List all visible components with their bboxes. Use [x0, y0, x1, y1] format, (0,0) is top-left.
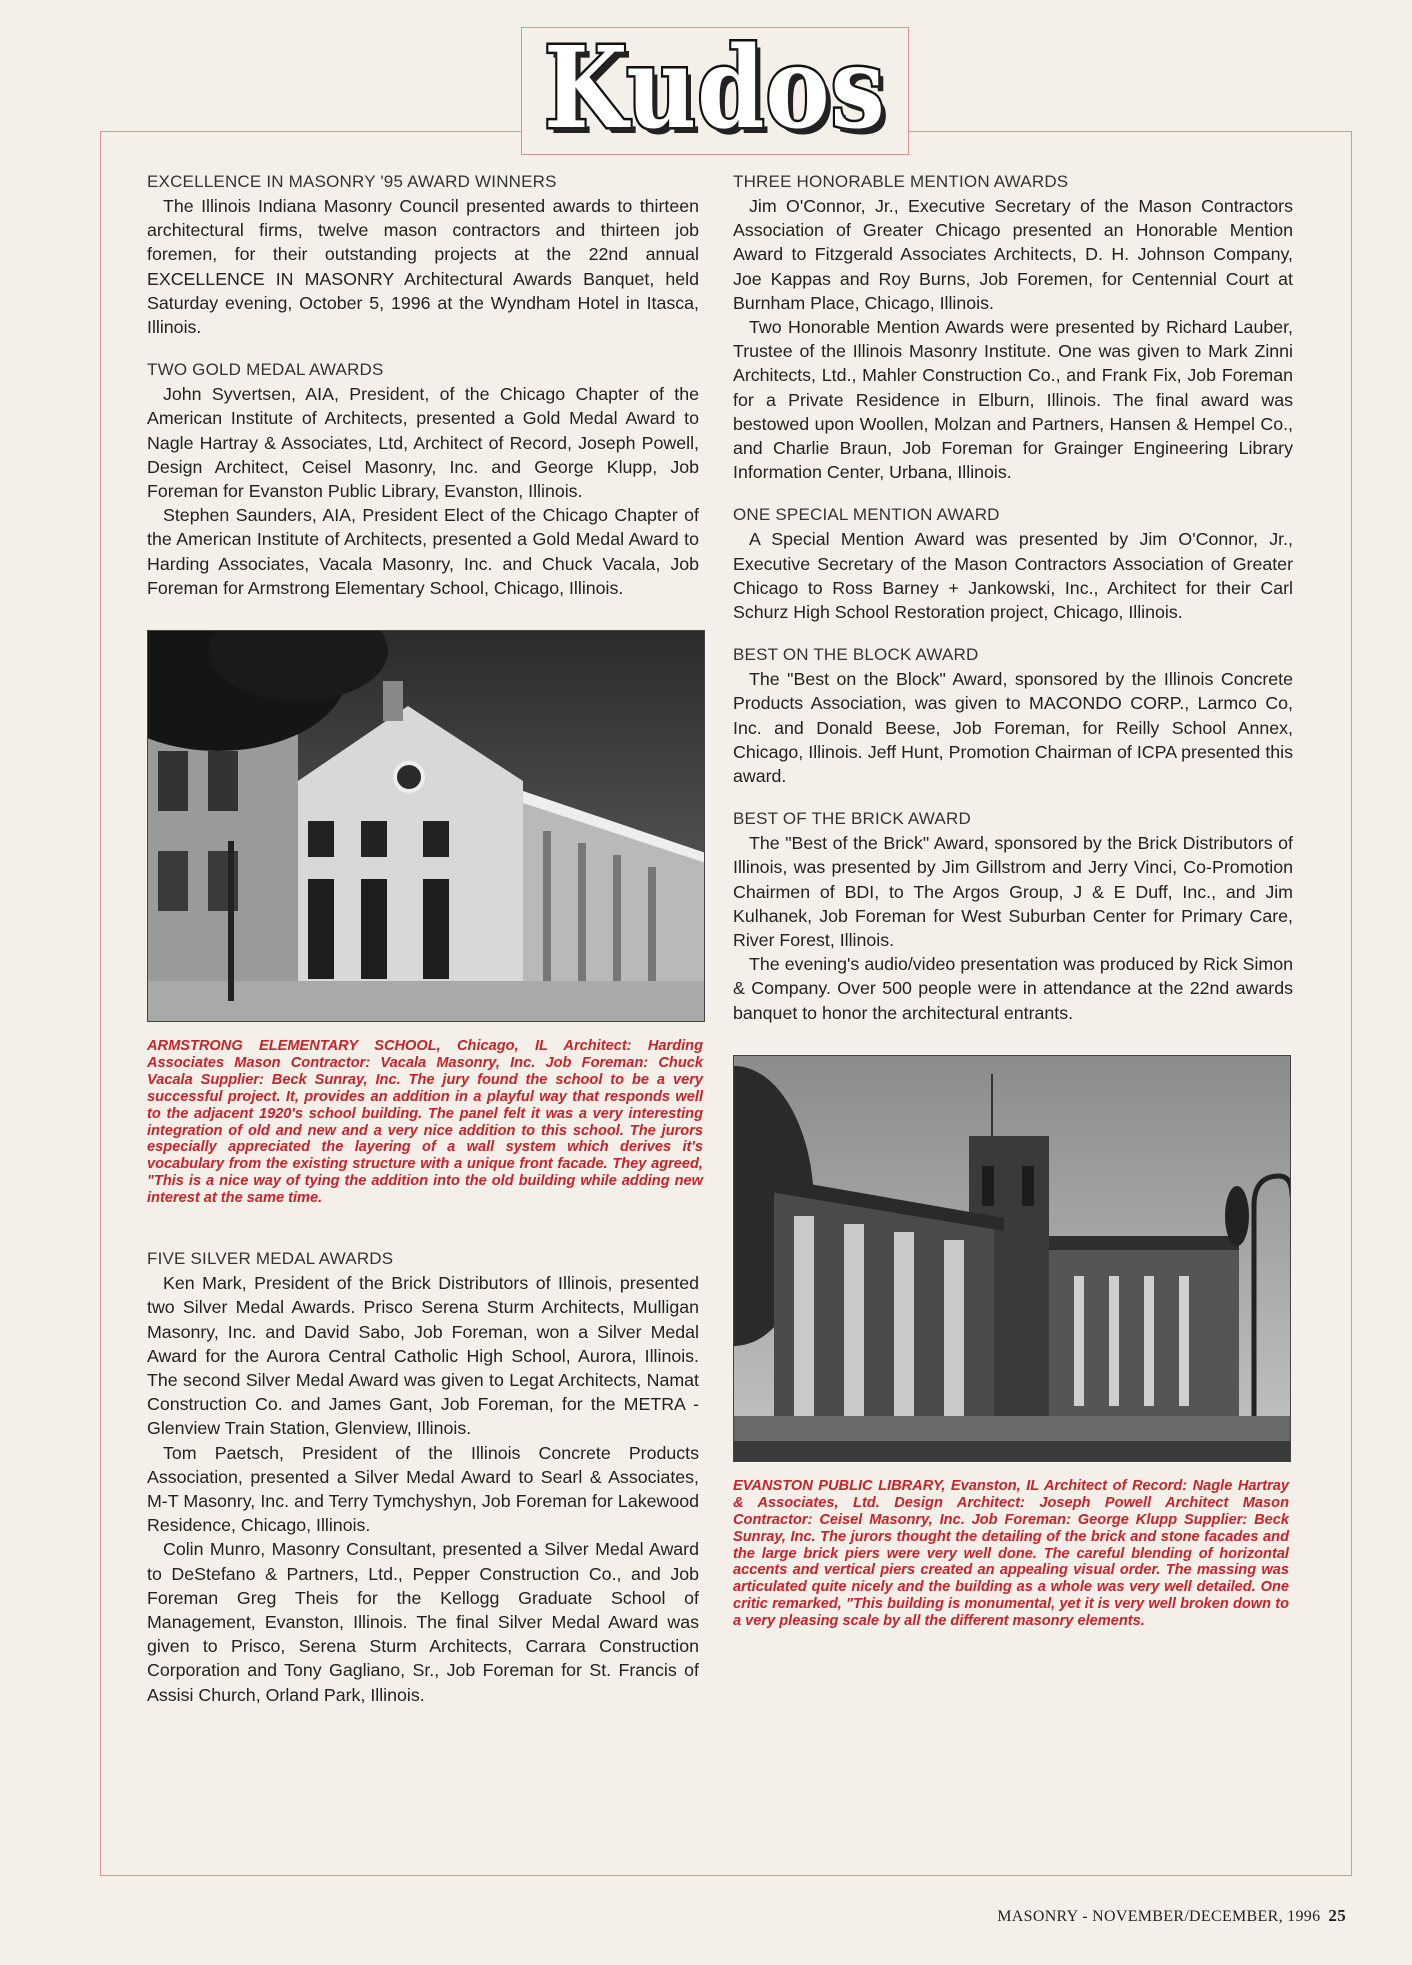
paragraph: The "Best of the Brick" Award, sponsored by the Brick Distributors of Illinois, was presented by Jim Gillstrom and Jerry Vinci, Co-Promotion Chairmen of BDI, to The Argos Group, J & E Duff, Inc., and Jim Kulhanek, Job Foreman for West Suburban Center for Primary Care, River Forest, Illinois.	[733, 833, 1293, 951]
photo-caption: ARMSTRONG ELEMENTARY SCHOOL, Chicago, IL Architect: Harding Associates Mason Contractor: Vacala Masonry, Inc. Job Foreman: Chuck Vacala Supplier: Beck Sunray, Inc. The jury found the school to be a very successful project. It, provides an addition in a playful way that responds well to the adjacent 1920's school building. The panel felt it was a very interesting integration of old and new and a very nice addition to this school. The jurors especially appreciated the layering of a wall system which derives it's vocabulary from the existing structure with a unique front facade. They agreed, "This is a nice way of tying the addition into the old building while adding new interest at the same time.	[147, 1038, 703, 1207]
paragraph: The evening's audio/video presentation was produced by Rick Simon & Company. Over 500 people were in attendance at the 22nd awards banquet to honor the architectural entrants.	[733, 954, 1293, 1023]
paragraph: John Syvertsen, AIA, President, of the Chicago Chapter of the American Institute of Architects, presented a Gold Medal Award to Nagle Hartray & Associates, Ltd, Architect of Record, Joseph Powell, Design Architect, Ceisel Masonry, Inc. and George Klupp, Job Foreman for Evanston Public Library, Evanston, Illinois.	[147, 384, 699, 502]
left-column	[147, 170, 703, 1707]
publication-name: MASONRY - NOVEMBER/DECEMBER, 1996	[997, 1908, 1321, 1925]
section-heading: FIVE SILVER MEDAL AWARDS	[147, 1249, 394, 1269]
section-heading: ONE SPECIAL MENTION AWARD	[733, 505, 1000, 525]
section-heading: EXCELLENCE IN MASONRY '95 AWARD WINNERS	[147, 172, 557, 191]
evanston-library-photo	[733, 1055, 1291, 1462]
paragraph: Stephen Saunders, AIA, President Elect of the Chicago Chapter of the American Institute of Architects, presented a Gold Medal Award to Harding Associates, Vacala Masonry, Inc. and Chuck Vacala, Job Foreman for Armstrong Elementary School, Chicago, Illinois.	[147, 505, 699, 598]
masthead	[521, 23, 909, 155]
section-heading: TWO GOLD MEDAL AWARDS	[147, 360, 384, 380]
paragraph: Colin Munro, Masonry Consultant, presented a Silver Medal Award to DeStefano & Partners, Ltd., Pepper Construction Co., and Job Foreman Greg Theis for the Kellogg Graduate School of Management, Evanston, Illinois. The final Silver Medal Award was given to Prisco, Serena Sturm Architects, Carrara Construction Corporation and Tony Gagliano, Sr., Job Foreman for St. Francis of Assisi Church, Orland Park, Illinois.	[147, 1539, 699, 1705]
paragraph: Jim O'Connor, Jr., Executive Secretary of the Mason Contractors Association of Greater Chicago presented an Honorable Mention Award to Fitzgerald Associates Architects, D. H. Johnson Company, Joe Kappas and Roy Burns, Job Foremen, for Centennial Court at Burnham Place, Chicago, Illinois.	[733, 196, 1293, 313]
paragraph: The "Best on the Block" Award, sponsored by the Illinois Concrete Products Association, was given to MACONDO CORP., Larmco Co, Inc. and Donald Beese, Job Foreman, for Reilly School Annex, Chicago, Illinois. Jeff Hunt, Promotion Chairman of ICPA presented this award.	[733, 669, 1293, 787]
section-heading: THREE HONORABLE MENTION AWARDS	[733, 172, 1069, 191]
section-heading: BEST ON THE BLOCK AWARD	[733, 645, 979, 665]
right-column	[733, 170, 1293, 1630]
page-number: 25	[1328, 1906, 1346, 1925]
paragraph: Tom Paetsch, President of the Illinois Concrete Products Association, presented a Silver Medal Award to Searl & Associates, M-T Masonry, Inc. and Terry Tymchyshyn, Job Foreman for Lakewood Residence, Chicago, Illinois.	[147, 1442, 699, 1536]
paragraph: Two Honorable Mention Awards were presented by Richard Lauber, Trustee of the Illinois Masonry Institute. One was given to Mark Zinni Architects, Ltd., Mahler Construction Co., and Frank Fix, Job Foreman for a Private Residence in Elburn, Illinois. The final award was bestowed upon Woollen, Molzan and Partners, Hansen & Hempel Co., and Charlie Braun, Job Foreman for Grainger Engineering Library Information Center, Urbana, Illinois.	[733, 317, 1293, 483]
masthead-title: Kudos	[544, 23, 886, 154]
paragraph: A Special Mention Award was presented by Jim O'Connor, Jr., Executive Secretary of the Mason Contractors Association of Greater Chicago to Ross Barney + Jankowski, Inc., Architect for their Carl Schurz High School Restoration project, Chicago, Illinois.	[733, 529, 1293, 623]
page-footer	[997, 1906, 1346, 1926]
paragraph: Ken Mark, President of the Brick Distributors of Illinois, presented two Silver Medal Awards. Prisco Serena Sturm Architects, Mulligan Masonry, Inc. and David Sabo, Job Foreman, won a Silver Medal Award for the Aurora Central Catholic High School, Aurora, Illinois. The second Silver Medal Award was given to Legat Architects, Namat Construction Co. and James Gant, Job Foreman, for the METRA - Glenview Train Station, Glenview, Illinois.	[147, 1273, 699, 1439]
section-heading: BEST OF THE BRICK AWARD	[733, 809, 971, 829]
photo-caption: EVANSTON PUBLIC LIBRARY, Evanston, IL Architect of Record: Nagle Hartray & Associates, Ltd. Design Architect: Joseph Powell Architect Mason Contractor: Ceisel Masonry, Inc. Job Foreman: George Klupp Supplier: Beck Sunray, Inc. The jurors thought the detailing of the brick and stone facades and the large brick piers were very well done. The careful blending of horizontal accents and vertical piers created an appealing visual order. The massing was articulated quite nicely and the building as a whole was very well detailed. One critic remarked, "This building is monumental, yet it is very well broken down to a very pleasing scale by all the different masonry elements.	[733, 1477, 1289, 1630]
paragraph: The Illinois Indiana Masonry Council presented awards to thirteen architectural firms, twelve mason contractors and thirteen job foremen, for their outstanding projects at the 22nd annual EXCELLENCE IN MASONRY Architectural Awards Banquet, held Saturday evening, October 5, 1996 at the Wyndham Hotel in Itasca, Illinois.	[147, 196, 699, 338]
armstrong-school-photo	[147, 630, 705, 1022]
